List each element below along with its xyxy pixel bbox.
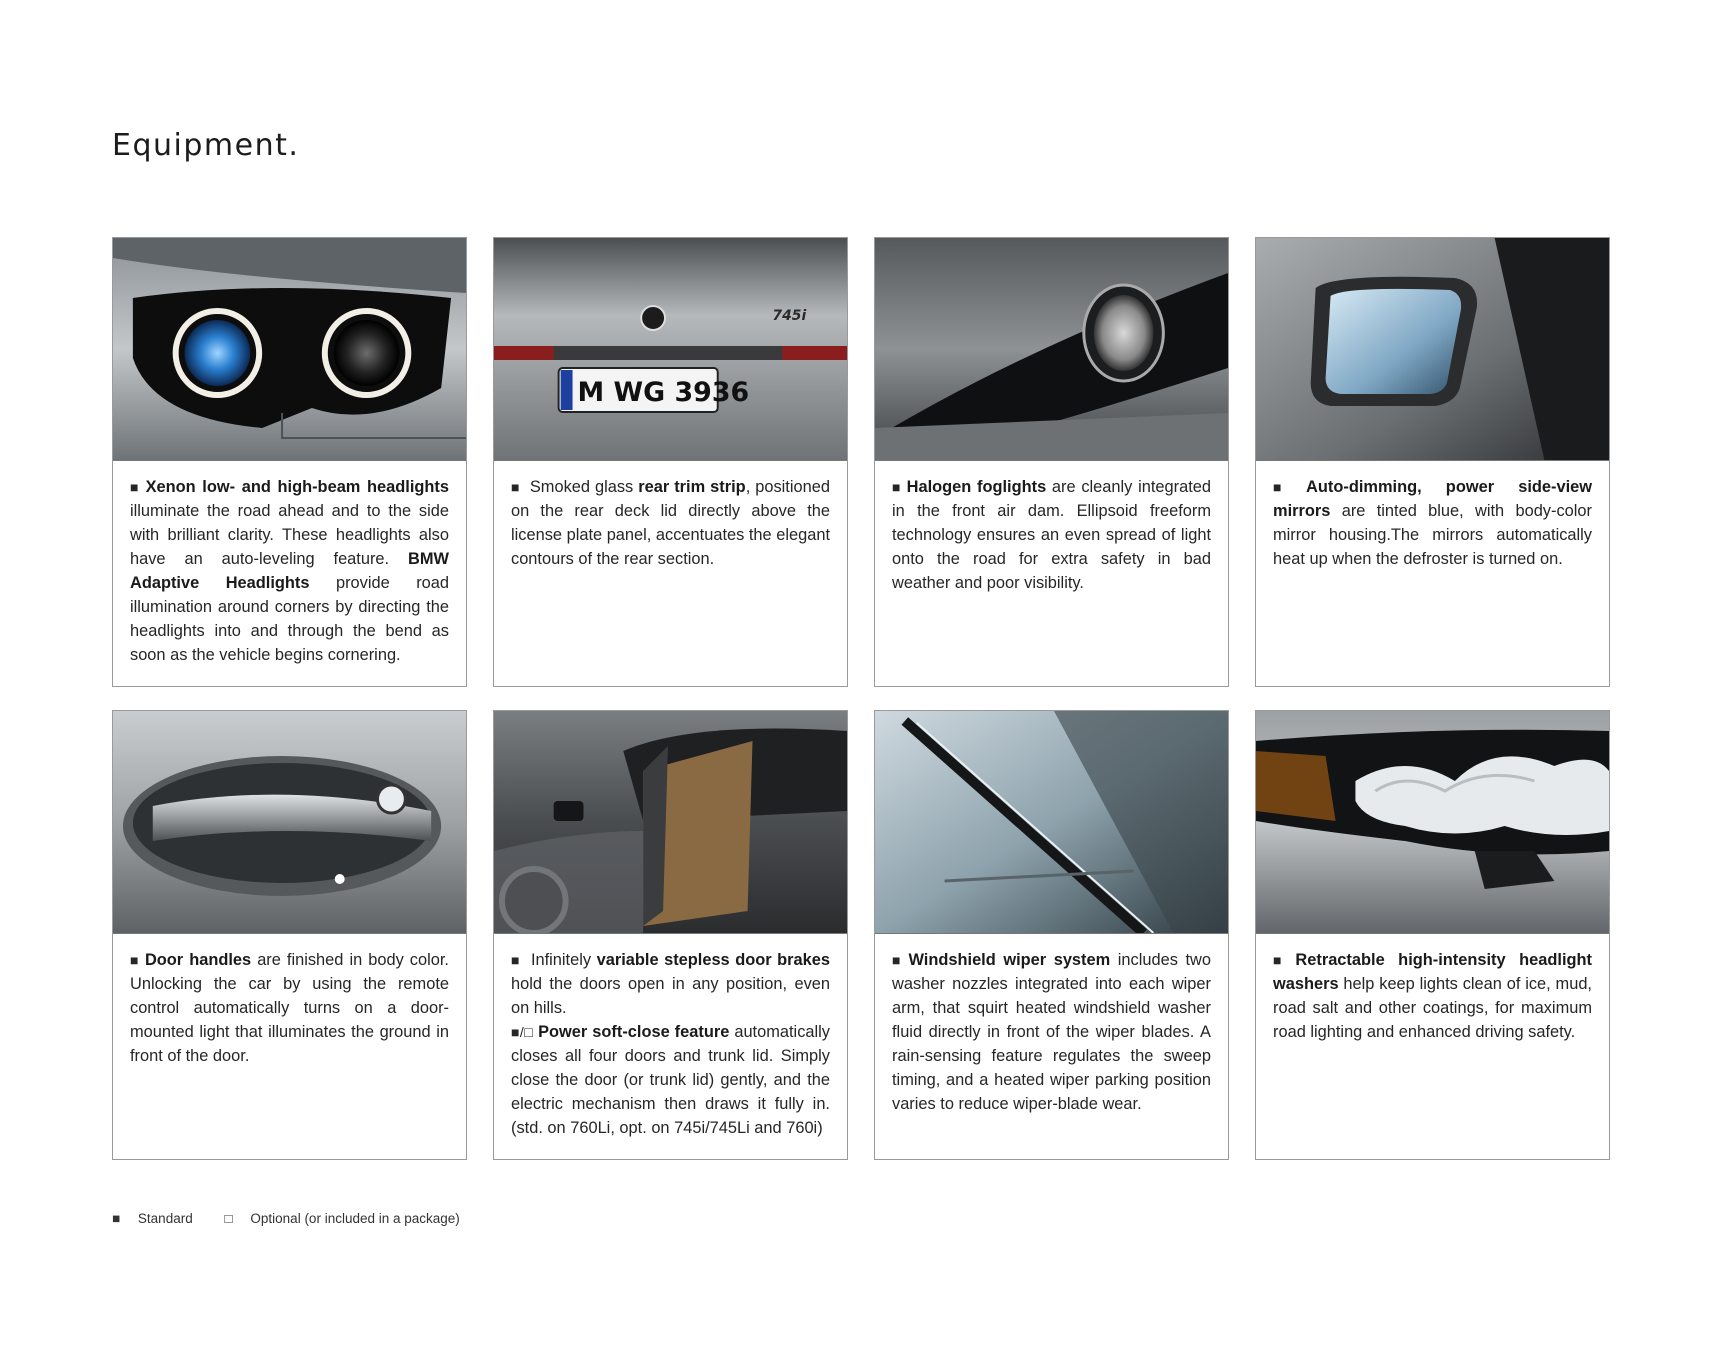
standard-optional-marker: ■/□ xyxy=(511,1024,534,1040)
legend-standard-label: Standard xyxy=(137,1211,193,1226)
rear-trim-strip-photo xyxy=(494,238,847,461)
feature-description: are cleanly integrated in the front air dam. Ellipsoid freeform technology ensures an even spread of light onto the road for extra safety in bad weather and poor visibility. xyxy=(892,478,1211,592)
feature-name: Windshield wiper system xyxy=(908,951,1111,969)
feature-description: are finished in body color. Unlocking the car by using the remote control automatically turns on a door-mounted light that illuminates the ground in front of the door. xyxy=(130,951,449,1065)
card-description xyxy=(1256,461,1609,571)
legend-optional xyxy=(224,1211,473,1226)
windshield-wiper-photo xyxy=(875,711,1228,934)
feature-name-secondary: Power soft-close feature xyxy=(538,1023,730,1041)
foglights-photo xyxy=(875,238,1228,461)
feature-name: Retractable high-intensity headlight washers xyxy=(1273,951,1592,993)
headlight-washers-photo xyxy=(1256,711,1609,934)
feature-description-secondary: provide road illumination around corners by directing the headlights into and through the bend as soon as the vehicle begins cornering. xyxy=(130,574,449,664)
feature-description: hold the doors open in any position, even on hills. xyxy=(511,975,830,1017)
card-description xyxy=(113,934,466,1068)
side-mirror-photo xyxy=(1256,238,1609,461)
feature-description: includes two washer nozzles integrated into each wiper arm, that squirt heated windshield washer fluid directly in front of the wiper blades. A rain-sensing feature regulates the sweep timing, and a heated wiper parking position varies to reduce wiper-blade wear. xyxy=(892,951,1211,1113)
equipment-card-rear-trim-strip xyxy=(493,237,848,687)
standard-marker: ■ xyxy=(511,479,520,495)
standard-marker: ■ xyxy=(130,952,140,968)
card-description xyxy=(494,461,847,571)
open-door-photo xyxy=(494,711,847,934)
standard-marker: ■ xyxy=(892,952,904,968)
card-description xyxy=(1256,934,1609,1044)
feature-intro: Smoked glass xyxy=(524,478,639,496)
equipment-card-headlight-washers xyxy=(1255,710,1610,1160)
card-description xyxy=(875,461,1228,595)
standard-marker: ■ xyxy=(112,1211,121,1226)
feature-description-secondary: automatically closes all four doors and trunk lid. Simply close the door (or trunk lid) gently, and the electric mechanism then draws it fully in. (std. on 760Li, opt. on 745i/745Li and 760i) xyxy=(511,1023,830,1137)
equipment-card-xenon-headlights xyxy=(112,237,467,687)
xenon-headlights-photo xyxy=(113,238,466,461)
equipment-card-windshield-wiper xyxy=(874,710,1229,1160)
feature-name: Halogen foglights xyxy=(906,478,1047,496)
legend-optional-label: Optional (or included in a package) xyxy=(250,1211,460,1226)
legend xyxy=(112,1211,488,1226)
standard-marker: ■ xyxy=(892,479,902,495)
feature-description: help keep lights clean of ice, mud, road salt and other coatings, for maximum road lighting and enhanced driving safety. xyxy=(1273,975,1592,1041)
feature-name: Door handles xyxy=(144,951,252,969)
feature-description: illuminate the road ahead and to the side with brilliant clarity. These headlights also have an auto-leveling feature. xyxy=(130,502,449,568)
card-description xyxy=(875,934,1228,1116)
feature-name: rear trim strip xyxy=(638,478,746,496)
standard-marker: ■ xyxy=(511,952,521,968)
standard-marker: ■ xyxy=(130,479,141,495)
equipment-card-foglights xyxy=(874,237,1229,687)
standard-marker: ■ xyxy=(1273,952,1291,968)
card-description xyxy=(113,461,466,667)
feature-intro: Infinitely xyxy=(525,951,597,969)
legend-standard xyxy=(112,1211,207,1226)
door-handle-photo xyxy=(113,711,466,934)
feature-name-secondary: BMW Adaptive Headlights xyxy=(130,550,449,592)
feature-name: variable stepless door brakes xyxy=(596,951,830,969)
equipment-card-door-handles xyxy=(112,710,467,1160)
feature-description: , positioned on the rear deck lid directly above the license plate panel, accentuates the elegant contours of the rear section. xyxy=(511,478,830,568)
standard-marker: ■ xyxy=(1273,479,1302,495)
model-badge: 745i xyxy=(772,307,807,325)
feature-name: Auto-dimming, power side-view mirrors xyxy=(1273,478,1592,520)
equipment-card-side-mirrors xyxy=(1255,237,1610,687)
card-description xyxy=(494,934,847,1140)
optional-marker: □ xyxy=(224,1211,233,1226)
equipment-card-door-brakes xyxy=(493,710,848,1160)
license-plate-text: M WG 3936 xyxy=(577,376,750,409)
page-title: Equipment. xyxy=(112,128,300,163)
feature-description: are tinted blue, with body-color mirror housing.The mirrors automatically heat up when the defroster is turned on. xyxy=(1273,502,1592,568)
feature-name: Xenon low- and high-beam headlights xyxy=(145,478,449,496)
